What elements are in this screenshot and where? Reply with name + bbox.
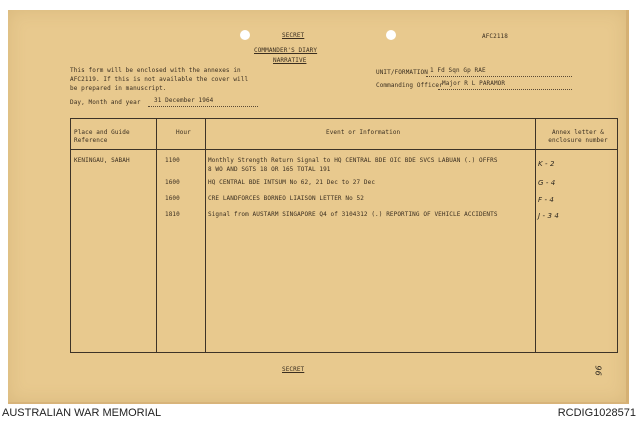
annex-cell: F - 4 <box>538 196 554 204</box>
form-code: AFC2118 <box>482 33 508 40</box>
form-title: COMMANDER'S DIARY <box>254 47 318 54</box>
co-value: Major R L PARAMOR <box>442 80 506 87</box>
event-cell: Signal from AUSTARM SINGAPORE Q4 of 3104312 (.) REPORTING OF VEHICLE ACCIDENTS <box>208 211 498 218</box>
instruction-line-3: be prepared in manuscript. <box>70 85 167 92</box>
event-cell-continued: 8 WO AND SGTS 18 OR 165 TOTAL 191 <box>208 166 331 173</box>
unit-value: 1 Fd Sqn Gp RAE <box>430 67 486 74</box>
date-label: Day, Month and year <box>70 99 141 106</box>
punch-hole-left <box>240 30 250 40</box>
page-number-mark: 96 <box>594 365 604 376</box>
column-header-place: Place and Guide Reference <box>74 129 130 144</box>
date-dotted-line <box>148 106 258 107</box>
hour-cell: 1100 <box>165 157 180 164</box>
date-value: 31 December 1964 <box>154 97 214 104</box>
event-cell: HQ CENTRAL BDE INTSUM No 62, 21 Dec to 27 Dec <box>208 179 376 186</box>
unit-label: UNIT/FORMATION <box>376 69 428 76</box>
column-header-hour: Hour <box>176 129 191 136</box>
narrative-label: NARRATIVE <box>273 57 307 64</box>
annex-cell: J - 3 4 <box>538 212 559 220</box>
secret-heading-bottom: SECRET <box>282 366 305 373</box>
event-cell: Monthly Strength Return Signal to HQ CENTRAL BDE OIC BDE SVCS LABUAN (.) OFFRS <box>208 157 498 164</box>
column-header-event: Event or Information <box>326 129 401 136</box>
co-label: Commanding Officer <box>376 82 443 89</box>
secret-heading-top: SECRET <box>282 32 305 39</box>
annex-cell: K - 2 <box>538 160 555 168</box>
column-header-annex: Annex letter & enclosure number <box>548 129 608 144</box>
footer-right-caption: RCDIG1028571 <box>557 407 636 419</box>
place-cell: KENINGAU, SABAH <box>74 157 130 164</box>
hour-cell: 1600 <box>165 195 180 202</box>
instruction-line-2: AFC2119. If this is not available the cover will <box>70 76 249 83</box>
punch-hole-right <box>386 30 396 40</box>
hour-cell: 1810 <box>165 211 180 218</box>
co-dotted-line <box>438 89 572 90</box>
instruction-line-1: This form will be enclosed with the annexes in <box>70 67 241 74</box>
annex-cell: G - 4 <box>538 179 556 187</box>
event-cell: CRE LANDFORCES BORNEO LIAISON LETTER No 52 <box>208 195 364 202</box>
footer-left-caption: AUSTRALIAN WAR MEMORIAL <box>2 407 162 419</box>
unit-dotted-line <box>426 76 572 77</box>
document-page <box>8 10 629 404</box>
hour-cell: 1600 <box>165 179 180 186</box>
